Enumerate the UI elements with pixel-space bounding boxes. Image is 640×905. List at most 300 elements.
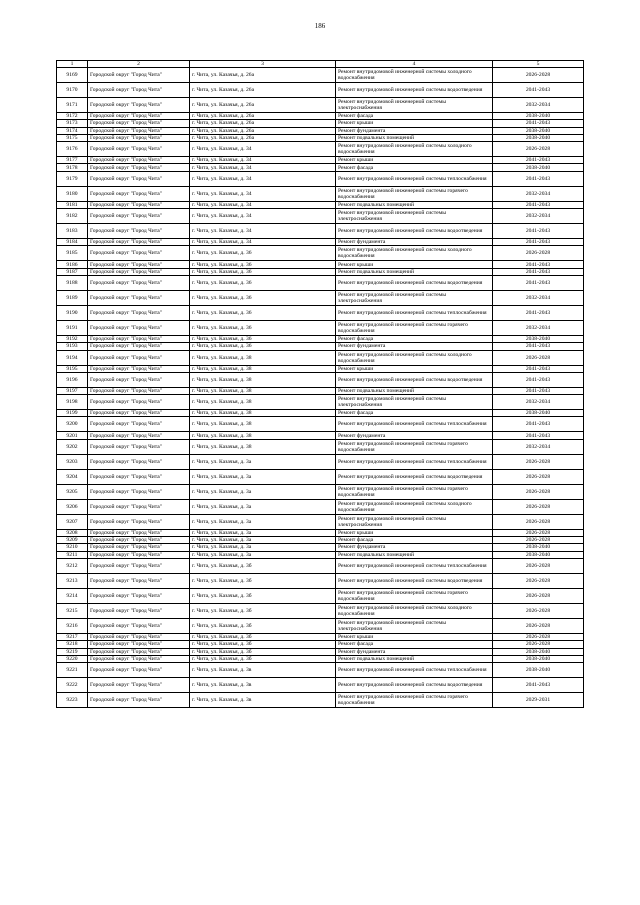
table-row bbox=[57, 209, 584, 224]
municipality-cell: Городской округ "Город Чита" bbox=[88, 224, 190, 239]
municipality-cell: Городской округ "Город Чита" bbox=[88, 655, 190, 662]
municipality-cell: Городской округ "Город Чита" bbox=[88, 469, 190, 484]
page-number: 186 bbox=[314, 22, 326, 30]
row-number: 9171 bbox=[57, 98, 88, 113]
row-number: 9174 bbox=[57, 127, 88, 134]
municipality-cell: Городской округ "Город Чита" bbox=[88, 171, 190, 186]
address-cell: г. Чита, ул. Казачья, д. 34 bbox=[190, 157, 336, 164]
municipality-cell: Городской округ "Город Чита" bbox=[88, 439, 190, 454]
work-type-cell: Ремонт внутридомовой инженерной системы электроснабжения bbox=[336, 395, 493, 410]
row-number: 9212 bbox=[57, 558, 88, 573]
work-type-cell: Ремонт внутридомовой инженерной системы горячего водоснабжения bbox=[336, 320, 493, 335]
address-cell: г. Чита, ул. Казачья, д. 3б bbox=[190, 558, 336, 573]
address-cell: г. Чита, ул. Казачья, д. 3б bbox=[190, 633, 336, 640]
table-row bbox=[57, 113, 584, 120]
work-type-cell: Ремонт внутридомовой инженерной системы теплоснабжения bbox=[336, 454, 493, 469]
address-cell: г. Чита, ул. Казачья, д. 34 bbox=[190, 164, 336, 171]
table-row bbox=[57, 588, 584, 603]
period-cell: 2026-2028 bbox=[493, 633, 584, 640]
address-cell: г. Чита, ул. Казачья, д. 3б bbox=[190, 588, 336, 603]
period-cell: 2038-2040 bbox=[493, 335, 584, 342]
address-cell: г. Чита, ул. Казачья, д. 36 bbox=[190, 343, 336, 350]
period-cell: 2026-2028 bbox=[493, 514, 584, 529]
municipality-cell: Городской округ "Город Чита" bbox=[88, 387, 190, 394]
municipality-cell: Городской округ "Город Чита" bbox=[88, 514, 190, 529]
work-type-cell: Ремонт крыши bbox=[336, 120, 493, 127]
municipality-cell: Городской округ "Город Чита" bbox=[88, 305, 190, 320]
work-type-cell: Ремонт внутридомовой инженерной системы водоотведения bbox=[336, 83, 493, 98]
table-row bbox=[57, 68, 584, 83]
period-cell: 2038-2040 bbox=[493, 663, 584, 678]
table-row bbox=[57, 171, 584, 186]
work-type-cell: Ремонт внутридомовой инженерной системы водоотведения bbox=[336, 275, 493, 290]
row-number: 9170 bbox=[57, 83, 88, 98]
address-cell: г. Чита, ул. Казачья, д. 34 bbox=[190, 224, 336, 239]
period-cell: 2041-2043 bbox=[493, 365, 584, 372]
work-type-cell: Ремонт подвальных помещений bbox=[336, 551, 493, 558]
row-number: 9177 bbox=[57, 157, 88, 164]
address-cell: г. Чита, ул. Казачья, д. 3б bbox=[190, 648, 336, 655]
row-number: 9213 bbox=[57, 573, 88, 588]
row-number: 9207 bbox=[57, 514, 88, 529]
municipality-cell: Городской округ "Город Чита" bbox=[88, 573, 190, 588]
work-type-cell: Ремонт внутридомовой инженерной системы теплоснабжения bbox=[336, 305, 493, 320]
address-cell: г. Чита, ул. Казачья, д. 26а bbox=[190, 68, 336, 83]
table-row bbox=[57, 164, 584, 171]
address-cell: г. Чита, ул. Казачья, д. 26а bbox=[190, 98, 336, 113]
work-type-cell: Ремонт внутридомовой инженерной системы теплоснабжения bbox=[336, 663, 493, 678]
municipality-cell: Городской округ "Город Чита" bbox=[88, 365, 190, 372]
work-type-cell: Ремонт подвальных помещений bbox=[336, 268, 493, 275]
address-cell: г. Чита, ул. Казачья, д. 38 bbox=[190, 350, 336, 365]
period-cell: 2026-2028 bbox=[493, 350, 584, 365]
row-number: 9198 bbox=[57, 395, 88, 410]
work-type-cell: Ремонт внутридомовой инженерной системы холодного водоснабжения bbox=[336, 603, 493, 618]
row-number: 9223 bbox=[57, 693, 88, 708]
table-row bbox=[57, 372, 584, 387]
period-cell: 2026-2028 bbox=[493, 588, 584, 603]
table-row bbox=[57, 268, 584, 275]
row-number: 9184 bbox=[57, 239, 88, 246]
address-cell: г. Чита, ул. Казачья, д. 3б bbox=[190, 655, 336, 662]
row-number: 9189 bbox=[57, 290, 88, 305]
work-type-cell: Ремонт внутридомовой инженерной системы электроснабжения bbox=[336, 98, 493, 113]
address-cell: г. Чита, ул. Казачья, д. 36 bbox=[190, 335, 336, 342]
row-number: 9190 bbox=[57, 305, 88, 320]
work-type-cell: Ремонт внутридомовой инженерной системы холодного водоснабжения bbox=[336, 246, 493, 261]
row-number: 9195 bbox=[57, 365, 88, 372]
table-row bbox=[57, 693, 584, 708]
municipality-cell: Городской округ "Город Чита" bbox=[88, 641, 190, 648]
row-number: 9201 bbox=[57, 432, 88, 439]
row-number: 9179 bbox=[57, 171, 88, 186]
table-row bbox=[57, 469, 584, 484]
period-cell: 2041-2043 bbox=[493, 157, 584, 164]
period-cell: 2026-2028 bbox=[493, 68, 584, 83]
table-row bbox=[57, 98, 584, 113]
municipality-cell: Городской округ "Город Чита" bbox=[88, 693, 190, 708]
table-row bbox=[57, 514, 584, 529]
municipality-cell: Городской округ "Город Чита" bbox=[88, 142, 190, 157]
municipality-cell: Городской округ "Город Чита" bbox=[88, 618, 190, 633]
address-cell: г. Чита, ул. Казачья, д. 26а bbox=[190, 83, 336, 98]
table-row bbox=[57, 239, 584, 246]
period-cell: 2041-2043 bbox=[493, 372, 584, 387]
table-row bbox=[57, 529, 584, 536]
row-number: 9172 bbox=[57, 113, 88, 120]
municipality-cell: Городской округ "Город Чита" bbox=[88, 134, 190, 141]
period-cell: 2026-2028 bbox=[493, 558, 584, 573]
table-row bbox=[57, 573, 584, 588]
address-cell: г. Чита, ул. Казачья, д. 34 bbox=[190, 142, 336, 157]
period-cell: 2041-2043 bbox=[493, 417, 584, 432]
municipality-cell: Городской округ "Город Чита" bbox=[88, 164, 190, 171]
table-row bbox=[57, 410, 584, 417]
table-row bbox=[57, 417, 584, 432]
period-cell: 2038-2040 bbox=[493, 551, 584, 558]
table-row bbox=[57, 633, 584, 640]
work-type-cell: Ремонт фасада bbox=[336, 335, 493, 342]
address-cell: г. Чита, ул. Казачья, д. 3в bbox=[190, 663, 336, 678]
period-cell: 2032-2034 bbox=[493, 439, 584, 454]
header-col-5: 5 bbox=[493, 61, 584, 68]
table-row bbox=[57, 537, 584, 544]
table-row bbox=[57, 350, 584, 365]
row-number: 9203 bbox=[57, 454, 88, 469]
header-col-2: 2 bbox=[88, 61, 190, 68]
row-number: 9169 bbox=[57, 68, 88, 83]
work-type-cell: Ремонт внутридомовой инженерной системы теплоснабжения bbox=[336, 171, 493, 186]
municipality-cell: Городской округ "Город Чита" bbox=[88, 239, 190, 246]
row-number: 9219 bbox=[57, 648, 88, 655]
row-number: 9202 bbox=[57, 439, 88, 454]
work-type-cell: Ремонт фасада bbox=[336, 537, 493, 544]
municipality-cell: Городской округ "Город Чита" bbox=[88, 68, 190, 83]
address-cell: г. Чита, ул. Казачья, д. 3а bbox=[190, 499, 336, 514]
work-type-cell: Ремонт подвальных помещений bbox=[336, 387, 493, 394]
address-cell: г. Чита, ул. Казачья, д. 3а bbox=[190, 469, 336, 484]
period-cell: 2026-2028 bbox=[493, 246, 584, 261]
municipality-cell: Городской округ "Город Чита" bbox=[88, 417, 190, 432]
table-row bbox=[57, 365, 584, 372]
period-cell: 2026-2028 bbox=[493, 469, 584, 484]
work-type-cell: Ремонт крыши bbox=[336, 365, 493, 372]
row-number: 9192 bbox=[57, 335, 88, 342]
municipality-cell: Городской округ "Город Чита" bbox=[88, 209, 190, 224]
municipality-cell: Городской округ "Город Чита" bbox=[88, 320, 190, 335]
period-cell: 2041-2043 bbox=[493, 432, 584, 439]
row-number: 9181 bbox=[57, 201, 88, 208]
address-cell: г. Чита, ул. Казачья, д. 3а bbox=[190, 529, 336, 536]
period-cell: 2026-2028 bbox=[493, 537, 584, 544]
address-cell: г. Чита, ул. Казачья, д. 38 bbox=[190, 432, 336, 439]
address-cell: г. Чита, ул. Казачья, д. 38 bbox=[190, 417, 336, 432]
table-row bbox=[57, 127, 584, 134]
work-type-cell: Ремонт подвальных помещений bbox=[336, 655, 493, 662]
address-cell: г. Чита, ул. Казачья, д. 3б bbox=[190, 603, 336, 618]
table-row bbox=[57, 618, 584, 633]
row-number: 9200 bbox=[57, 417, 88, 432]
work-type-cell: Ремонт внутридомовой инженерной системы теплоснабжения bbox=[336, 417, 493, 432]
repair-schedule-table bbox=[56, 60, 584, 708]
municipality-cell: Городской округ "Город Чита" bbox=[88, 537, 190, 544]
row-number: 9191 bbox=[57, 320, 88, 335]
address-cell: г. Чита, ул. Казачья, д. 36 bbox=[190, 261, 336, 268]
table-row bbox=[57, 439, 584, 454]
table-row bbox=[57, 305, 584, 320]
municipality-cell: Городской округ "Город Чита" bbox=[88, 186, 190, 201]
period-cell: 2038-2040 bbox=[493, 164, 584, 171]
table-header bbox=[57, 61, 584, 68]
period-cell: 2026-2028 bbox=[493, 603, 584, 618]
address-cell: г. Чита, ул. Казачья, д. 36 bbox=[190, 275, 336, 290]
address-cell: г. Чита, ул. Казачья, д. 36 bbox=[190, 246, 336, 261]
table-row bbox=[57, 246, 584, 261]
address-cell: г. Чита, ул. Казачья, д. 36 bbox=[190, 305, 336, 320]
work-type-cell: Ремонт фундамента bbox=[336, 544, 493, 551]
period-cell: 2041-2043 bbox=[493, 224, 584, 239]
work-type-cell: Ремонт внутридомовой инженерной системы электроснабжения bbox=[336, 290, 493, 305]
row-number: 9180 bbox=[57, 186, 88, 201]
row-number: 9218 bbox=[57, 641, 88, 648]
row-number: 9175 bbox=[57, 134, 88, 141]
work-type-cell: Ремонт крыши bbox=[336, 529, 493, 536]
row-number: 9188 bbox=[57, 275, 88, 290]
table-row bbox=[57, 120, 584, 127]
table-row bbox=[57, 134, 584, 141]
period-cell: 2041-2043 bbox=[493, 343, 584, 350]
row-number: 9211 bbox=[57, 551, 88, 558]
work-type-cell: Ремонт внутридомовой инженерной системы водоотведения bbox=[336, 224, 493, 239]
address-cell: г. Чита, ул. Казачья, д. 3а bbox=[190, 514, 336, 529]
period-cell: 2041-2043 bbox=[493, 171, 584, 186]
table-row bbox=[57, 320, 584, 335]
row-number: 9173 bbox=[57, 120, 88, 127]
table-row bbox=[57, 290, 584, 305]
row-number: 9214 bbox=[57, 588, 88, 603]
municipality-cell: Городской округ "Город Чита" bbox=[88, 603, 190, 618]
address-cell: г. Чита, ул. Казачья, д. 34 bbox=[190, 209, 336, 224]
period-cell: 2032-2034 bbox=[493, 320, 584, 335]
address-cell: г. Чита, ул. Казачья, д. 38 bbox=[190, 410, 336, 417]
municipality-cell: Городской округ "Город Чита" bbox=[88, 157, 190, 164]
work-type-cell: Ремонт внутридомовой инженерной системы теплоснабжения bbox=[336, 558, 493, 573]
table-row bbox=[57, 432, 584, 439]
municipality-cell: Городской округ "Город Чита" bbox=[88, 350, 190, 365]
municipality-cell: Городской округ "Город Чита" bbox=[88, 275, 190, 290]
municipality-cell: Городской округ "Город Чита" bbox=[88, 663, 190, 678]
row-number: 9209 bbox=[57, 537, 88, 544]
work-type-cell: Ремонт фундамента bbox=[336, 648, 493, 655]
row-number: 9216 bbox=[57, 618, 88, 633]
address-cell: г. Чита, ул. Казачья, д. 38 bbox=[190, 439, 336, 454]
period-cell: 2041-2043 bbox=[493, 678, 584, 693]
address-cell: г. Чита, ул. Казачья, д. 3в bbox=[190, 678, 336, 693]
work-type-cell: Ремонт подвальных помещений bbox=[336, 201, 493, 208]
work-type-cell: Ремонт внутридомовой инженерной системы горячего водоснабжения bbox=[336, 484, 493, 499]
row-number: 9183 bbox=[57, 224, 88, 239]
row-number: 9196 bbox=[57, 372, 88, 387]
work-type-cell: Ремонт внутридомовой инженерной системы горячего водоснабжения bbox=[336, 693, 493, 708]
table-row bbox=[57, 335, 584, 342]
header-col-1: 1 bbox=[57, 61, 88, 68]
period-cell: 2041-2043 bbox=[493, 83, 584, 98]
work-type-cell: Ремонт внутридомовой инженерной системы горячего водоснабжения bbox=[336, 439, 493, 454]
row-number: 9199 bbox=[57, 410, 88, 417]
municipality-cell: Городской округ "Город Чита" bbox=[88, 529, 190, 536]
period-cell: 2029-2031 bbox=[493, 693, 584, 708]
address-cell: г. Чита, ул. Казачья, д. 34 bbox=[190, 186, 336, 201]
municipality-cell: Городской округ "Город Чита" bbox=[88, 432, 190, 439]
address-cell: г. Чита, ул. Казачья, д. 26а bbox=[190, 113, 336, 120]
period-cell: 2032-2034 bbox=[493, 98, 584, 113]
row-number: 9220 bbox=[57, 655, 88, 662]
address-cell: г. Чита, ул. Казачья, д. 3б bbox=[190, 618, 336, 633]
period-cell: 2041-2043 bbox=[493, 201, 584, 208]
municipality-cell: Городской округ "Город Чита" bbox=[88, 261, 190, 268]
period-cell: 2041-2043 bbox=[493, 261, 584, 268]
table-row bbox=[57, 157, 584, 164]
table-row bbox=[57, 641, 584, 648]
municipality-cell: Городской округ "Город Чита" bbox=[88, 558, 190, 573]
address-cell: г. Чита, ул. Казачья, д. 36 bbox=[190, 320, 336, 335]
period-cell: 2041-2043 bbox=[493, 120, 584, 127]
table-row bbox=[57, 83, 584, 98]
municipality-cell: Городской округ "Город Чита" bbox=[88, 335, 190, 342]
address-cell: г. Чита, ул. Казачья, д. 36 bbox=[190, 290, 336, 305]
address-cell: г. Чита, ул. Казачья, д. 38 bbox=[190, 387, 336, 394]
row-number: 9185 bbox=[57, 246, 88, 261]
row-number: 9217 bbox=[57, 633, 88, 640]
municipality-cell: Городской округ "Город Чита" bbox=[88, 648, 190, 655]
period-cell: 2041-2043 bbox=[493, 268, 584, 275]
work-type-cell: Ремонт фундамента bbox=[336, 343, 493, 350]
row-number: 9197 bbox=[57, 387, 88, 394]
period-cell: 2038-2040 bbox=[493, 134, 584, 141]
period-cell: 2026-2028 bbox=[493, 484, 584, 499]
address-cell: г. Чита, ул. Казачья, д. 36 bbox=[190, 268, 336, 275]
municipality-cell: Городской округ "Город Чита" bbox=[88, 127, 190, 134]
table-row bbox=[57, 454, 584, 469]
address-cell: г. Чита, ул. Казачья, д. 3а bbox=[190, 544, 336, 551]
address-cell: г. Чита, ул. Казачья, д. 38 bbox=[190, 365, 336, 372]
work-type-cell: Ремонт внутридомовой инженерной системы горячего водоснабжения bbox=[336, 588, 493, 603]
municipality-cell: Городской округ "Город Чита" bbox=[88, 290, 190, 305]
table-body bbox=[57, 68, 584, 708]
municipality-cell: Городской округ "Город Чита" bbox=[88, 372, 190, 387]
work-type-cell: Ремонт крыши bbox=[336, 633, 493, 640]
header-col-3: 3 bbox=[190, 61, 336, 68]
period-cell: 2038-2040 bbox=[493, 544, 584, 551]
address-cell: г. Чита, ул. Казачья, д. 3в bbox=[190, 693, 336, 708]
work-type-cell: Ремонт фундамента bbox=[336, 127, 493, 134]
work-type-cell: Ремонт внутридомовой инженерной системы горячего водоснабжения bbox=[336, 186, 493, 201]
municipality-cell: Городской округ "Город Чита" bbox=[88, 499, 190, 514]
work-type-cell: Ремонт внутридомовой инженерной системы водоотведения bbox=[336, 372, 493, 387]
table-row bbox=[57, 261, 584, 268]
municipality-cell: Городской округ "Город Чита" bbox=[88, 454, 190, 469]
address-cell: г. Чита, ул. Казачья, д. 38 bbox=[190, 372, 336, 387]
address-cell: г. Чита, ул. Казачья, д. 26а bbox=[190, 127, 336, 134]
address-cell: г. Чита, ул. Казачья, д. 3а bbox=[190, 454, 336, 469]
work-type-cell: Ремонт внутридомовой инженерной системы холодного водоснабжения bbox=[336, 499, 493, 514]
table-row bbox=[57, 186, 584, 201]
period-cell: 2026-2028 bbox=[493, 142, 584, 157]
address-cell: г. Чита, ул. Казачья, д. 3а bbox=[190, 484, 336, 499]
municipality-cell: Городской округ "Город Чита" bbox=[88, 484, 190, 499]
row-number: 9208 bbox=[57, 529, 88, 536]
table-row bbox=[57, 275, 584, 290]
row-number: 9182 bbox=[57, 209, 88, 224]
work-type-cell: Ремонт внутридомовой инженерной системы электроснабжения bbox=[336, 514, 493, 529]
work-type-cell: Ремонт фасада bbox=[336, 410, 493, 417]
work-type-cell: Ремонт внутридомовой инженерной системы водоотведения bbox=[336, 469, 493, 484]
address-cell: г. Чита, ул. Казачья, д. 34 bbox=[190, 239, 336, 246]
table-row bbox=[57, 224, 584, 239]
table-row bbox=[57, 395, 584, 410]
work-type-cell: Ремонт внутридомовой инженерной системы электроснабжения bbox=[336, 209, 493, 224]
work-type-cell: Ремонт внутридомовой инженерной системы водоотведения bbox=[336, 678, 493, 693]
municipality-cell: Городской округ "Город Чита" bbox=[88, 83, 190, 98]
table-row bbox=[57, 648, 584, 655]
row-number: 9204 bbox=[57, 469, 88, 484]
municipality-cell: Городской округ "Город Чита" bbox=[88, 201, 190, 208]
municipality-cell: Городской округ "Город Чита" bbox=[88, 588, 190, 603]
period-cell: 2032-2034 bbox=[493, 395, 584, 410]
table-row bbox=[57, 499, 584, 514]
work-type-cell: Ремонт подвальных помещений bbox=[336, 134, 493, 141]
period-cell: 2026-2028 bbox=[493, 573, 584, 588]
period-cell: 2026-2028 bbox=[493, 499, 584, 514]
row-number: 9215 bbox=[57, 603, 88, 618]
municipality-cell: Городской округ "Город Чита" bbox=[88, 410, 190, 417]
table-row bbox=[57, 201, 584, 208]
municipality-cell: Городской округ "Город Чита" bbox=[88, 113, 190, 120]
row-number: 9186 bbox=[57, 261, 88, 268]
period-cell: 2038-2040 bbox=[493, 127, 584, 134]
address-cell: г. Чита, ул. Казачья, д. 38 bbox=[190, 395, 336, 410]
table-row bbox=[57, 387, 584, 394]
row-number: 9194 bbox=[57, 350, 88, 365]
work-type-cell: Ремонт внутридомовой инженерной системы холодного водоснабжения bbox=[336, 68, 493, 83]
address-cell: г. Чита, ул. Казачья, д. 26а bbox=[190, 134, 336, 141]
address-cell: г. Чита, ул. Казачья, д. 34 bbox=[190, 171, 336, 186]
address-cell: г. Чита, ул. Казачья, д. 3б bbox=[190, 641, 336, 648]
table-row bbox=[57, 603, 584, 618]
municipality-cell: Городской округ "Город Чита" bbox=[88, 343, 190, 350]
row-number: 9187 bbox=[57, 268, 88, 275]
table-row bbox=[57, 663, 584, 678]
table-row bbox=[57, 484, 584, 499]
period-cell: 2032-2034 bbox=[493, 209, 584, 224]
address-cell: г. Чита, ул. Казачья, д. 3б bbox=[190, 573, 336, 588]
work-type-cell: Ремонт фасада bbox=[336, 164, 493, 171]
row-number: 9221 bbox=[57, 663, 88, 678]
period-cell: 2041-2043 bbox=[493, 275, 584, 290]
period-cell: 2041-2043 bbox=[493, 239, 584, 246]
period-cell: 2041-2043 bbox=[493, 305, 584, 320]
table-row bbox=[57, 678, 584, 693]
period-cell: 2026-2028 bbox=[493, 641, 584, 648]
period-cell: 2026-2028 bbox=[493, 529, 584, 536]
row-number: 9222 bbox=[57, 678, 88, 693]
row-number: 9176 bbox=[57, 142, 88, 157]
municipality-cell: Городской округ "Город Чита" bbox=[88, 551, 190, 558]
municipality-cell: Городской округ "Город Чита" bbox=[88, 544, 190, 551]
address-cell: г. Чита, ул. Казачья, д. 3а bbox=[190, 551, 336, 558]
work-type-cell: Ремонт внутридомовой инженерной системы холодного водоснабжения bbox=[336, 142, 493, 157]
table-row bbox=[57, 551, 584, 558]
